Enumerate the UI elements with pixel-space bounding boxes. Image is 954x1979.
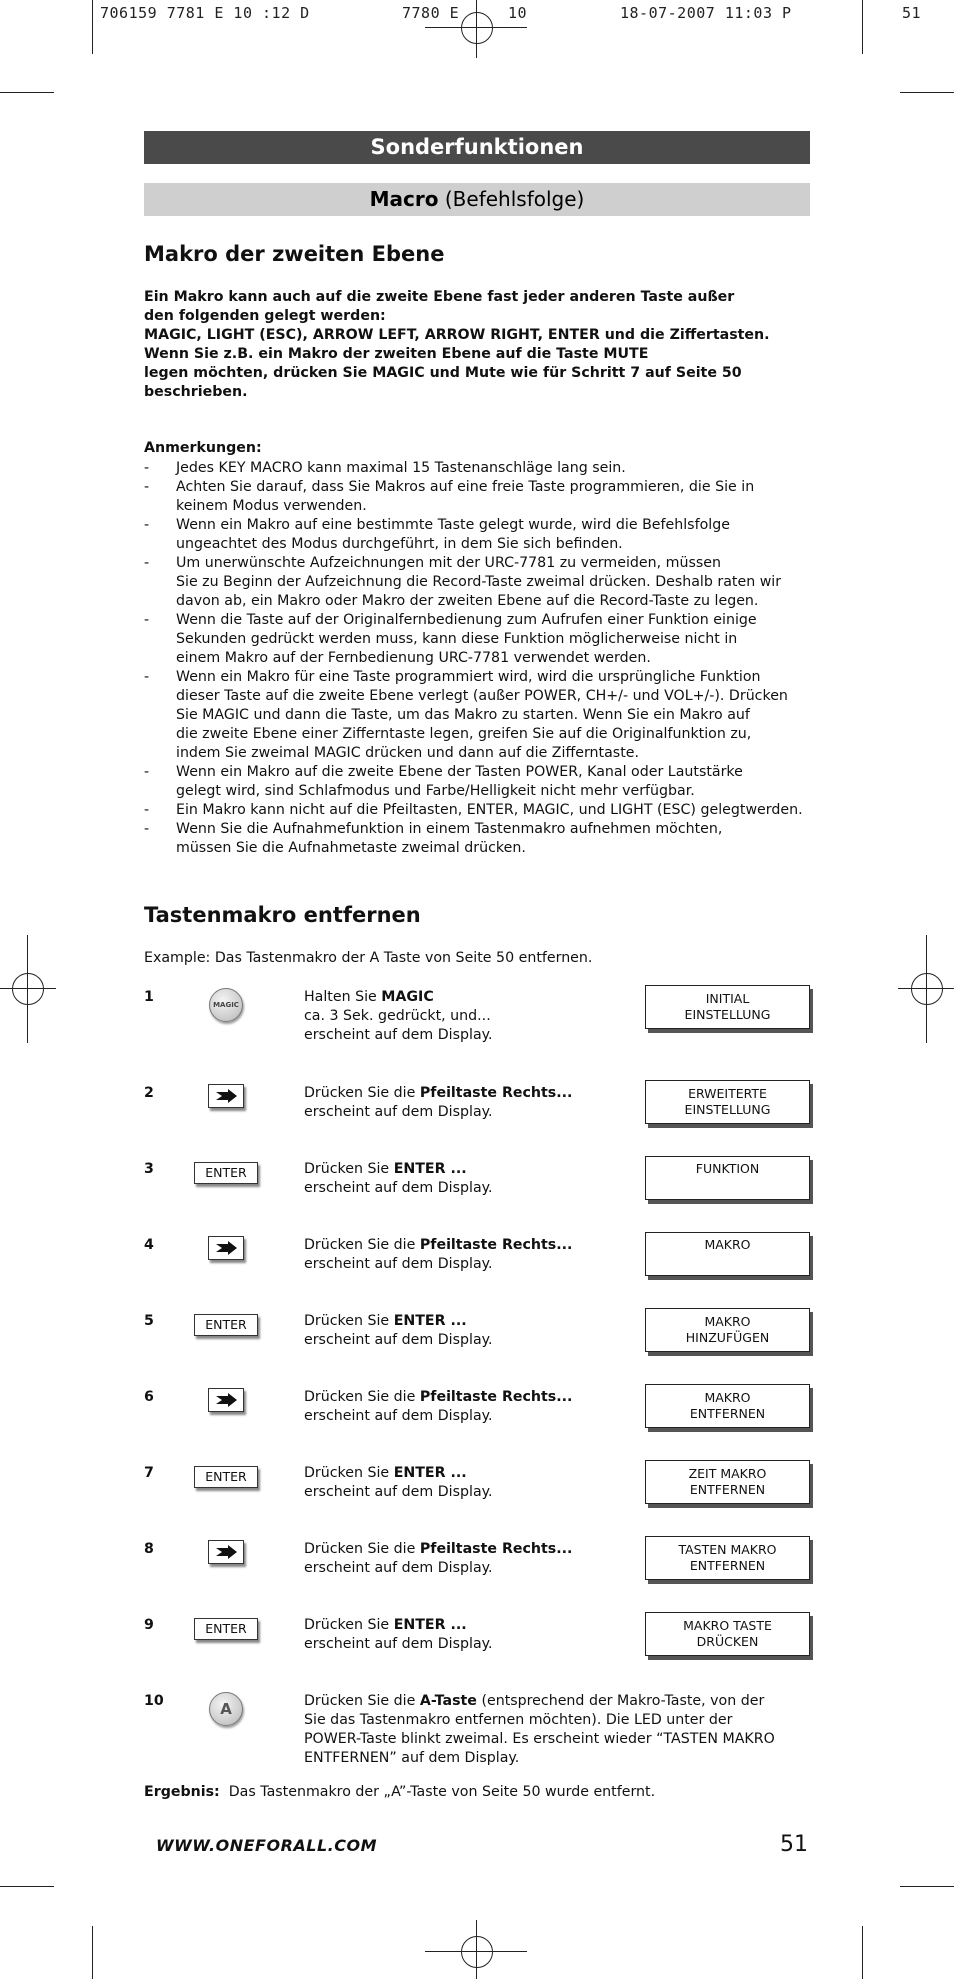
step-text-pre: Drücken Sie die xyxy=(304,1541,420,1557)
enter-button: ENTER xyxy=(194,1162,258,1184)
step-number: 10 xyxy=(144,1693,164,1709)
step-number: 9 xyxy=(144,1617,154,1633)
intro-paragraph xyxy=(144,288,814,402)
enter-button: ENTER xyxy=(194,1466,258,1488)
step-text-key: Pfeiltaste Rechts... xyxy=(419,1237,573,1253)
note-line: indem Sie zweimal MAGIC drücken und dann auf die Zifferntaste. xyxy=(176,745,639,761)
note-line: Wenn ein Makro auf die zweite Ebene der Tasten POWER, Kanal oder Lautstärke xyxy=(176,764,743,780)
display-text: ERWEITERTE xyxy=(688,1086,767,1101)
intro-line: den folgenden gelegt werden: xyxy=(144,308,386,324)
step-text-pre: Drücken Sie die xyxy=(304,1693,420,1709)
step-line: erscheint auf dem Display. xyxy=(304,1180,493,1196)
note-line: Sie MAGIC und dann die Taste, um das Makro zu starten. Wenn Sie ein Makro auf xyxy=(176,707,750,723)
intro-line: Wenn Sie z.B. ein Makro der zweiten Ebene auf die Taste MUTE xyxy=(144,346,649,362)
note-item xyxy=(144,478,824,516)
step-number: 3 xyxy=(144,1161,154,1177)
note-line: keinem Modus verwenden. xyxy=(176,498,367,514)
step-text-key: MAGIC xyxy=(381,989,434,1005)
note-bullet: - xyxy=(144,802,150,818)
display-text: MAKRO xyxy=(704,1390,751,1405)
note-line: gelegt wird, sind Schlafmodus und Farbe/Helligkeit nicht mehr verfügbar. xyxy=(176,783,695,799)
note-bullet: - xyxy=(144,517,150,533)
arrow-right-button xyxy=(208,1084,244,1108)
note-line: Wenn Sie die Aufnahmefunktion in einem Tastenmakro aufnehmen möchten, xyxy=(176,821,723,837)
step-text-pre: Drücken Sie xyxy=(304,1161,394,1177)
step-text-pre: Drücken Sie xyxy=(304,1465,394,1481)
subtitle-bar xyxy=(144,183,810,216)
step-line: erscheint auf dem Display. xyxy=(304,1027,493,1043)
print-datetime: 18-07-2007 11:03 P xyxy=(620,4,792,22)
step-text-key: Pfeiltaste Rechts... xyxy=(419,1085,573,1101)
print-job: 706159 7781 E 10 :12 D xyxy=(100,4,310,22)
page-number: 51 xyxy=(780,1832,808,1857)
result-line xyxy=(144,1784,655,1800)
intro-line: MAGIC, LIGHT (ESC), ARROW LEFT, ARROW RIGHT, ENTER und die Ziffertasten. xyxy=(144,327,770,343)
step-number: 5 xyxy=(144,1313,154,1329)
section-title: Sonderfunktionen xyxy=(144,131,810,164)
arrow-right-icon xyxy=(214,1089,238,1103)
note-bullet: - xyxy=(144,479,150,495)
note-line: Sekunden gedrückt werden muss, kann diese Funktion möglicherweise nicht in xyxy=(176,631,738,647)
step-text-key: ENTER ... xyxy=(393,1617,467,1633)
display-text: EINSTELLUNG xyxy=(684,1102,771,1117)
display-text: ENTFERNEN xyxy=(689,1558,766,1573)
display-screen xyxy=(645,1080,810,1124)
step-text-key: ENTER ... xyxy=(393,1161,467,1177)
a-button xyxy=(209,1692,243,1726)
note-line: die zweite Ebene einer Zifferntaste legen, greifen Sie auf die Originalfunktion zu, xyxy=(176,726,752,742)
note-item xyxy=(144,763,824,801)
note-line: davon ab, ein Makro oder Makro der zweiten Ebene auf die Record-Taste zu legen. xyxy=(176,593,759,609)
note-line: ungeachtet des Modus durchgeführt, in dem Sie sich befinden. xyxy=(176,536,623,552)
step-text-key: ENTER ... xyxy=(393,1313,467,1329)
step-line: Sie das Tastenmakro entfernen möchten). Die LED unter der xyxy=(304,1712,733,1728)
step-number: 6 xyxy=(144,1389,154,1405)
display-text: ENTFERNEN xyxy=(689,1482,766,1497)
note-item xyxy=(144,611,824,668)
step-text-pre: Drücken Sie xyxy=(304,1313,394,1329)
note-line: Wenn ein Makro für eine Taste programmiert wird, wird die ursprüngliche Funktion xyxy=(176,669,761,685)
step-text-pre: Halten Sie xyxy=(304,989,382,1005)
result-label: Ergebnis: xyxy=(144,1784,220,1800)
note-line: müssen Sie die Aufnahmetaste zweimal drücken. xyxy=(176,840,526,856)
step-number: 4 xyxy=(144,1237,154,1253)
subtitle-bold: Macro xyxy=(369,187,439,211)
step-number: 2 xyxy=(144,1085,154,1101)
step-text-pre: Drücken Sie xyxy=(304,1617,394,1633)
heading-second-level-macro: Makro der zweiten Ebene xyxy=(144,242,445,266)
display-screen xyxy=(645,985,810,1029)
a-button-label: A xyxy=(220,1700,232,1718)
step-line: ca. 3 Sek. gedrückt, und... xyxy=(304,1008,491,1024)
display-screen xyxy=(645,1308,810,1352)
note-bullet: - xyxy=(144,612,150,628)
intro-line: Ein Makro kann auch auf die zweite Ebene fast jeder anderen Taste außer xyxy=(144,289,735,305)
display-text: MAKRO TASTE xyxy=(683,1618,772,1633)
step-text-post: (entsprechend der Makro-Taste, von der xyxy=(476,1693,765,1709)
magic-button xyxy=(209,988,243,1022)
note-line: Sie zu Beginn der Aufzeichnung die Record-Taste zweimal drücken. Deshalb raten wir xyxy=(176,574,782,590)
magic-button-label: MAGIC xyxy=(213,1001,239,1009)
result-text: Das Tastenmakro der „A”-Taste von Seite 50 wurde entfernt. xyxy=(228,1784,656,1800)
step-line: erscheint auf dem Display. xyxy=(304,1256,493,1272)
display-text: HINZUFÜGEN xyxy=(685,1330,770,1345)
example-text: Example: Das Tastenmakro der A Taste von Seite 50 entfernen. xyxy=(144,950,593,966)
note-item xyxy=(144,820,824,858)
enter-button: ENTER xyxy=(194,1314,258,1336)
display-text: ENTFERNEN xyxy=(689,1406,766,1421)
display-text: TASTEN MAKRO xyxy=(678,1542,777,1557)
note-item xyxy=(144,459,824,478)
note-bullet: - xyxy=(144,669,150,685)
note-line: einem Makro auf der Fernbedienung URC-7781 verwendet werden. xyxy=(176,650,651,666)
note-item xyxy=(144,801,824,820)
note-line: Jedes KEY MACRO kann maximal 15 Tastenanschläge lang sein. xyxy=(176,460,626,476)
note-item xyxy=(144,668,824,763)
step-number: 8 xyxy=(144,1541,154,1557)
step-text-pre: Drücken Sie die xyxy=(304,1237,420,1253)
note-line: dieser Taste auf die zweite Ebene verlegt (außer POWER, CH+/- und VOL+/-). Drücken xyxy=(176,688,788,704)
note-bullet: - xyxy=(144,555,150,571)
arrow-right-icon xyxy=(214,1545,238,1559)
step-text-key: Pfeiltaste Rechts... xyxy=(419,1389,573,1405)
step-instruction xyxy=(304,1692,824,1768)
arrow-right-icon xyxy=(214,1393,238,1407)
note-line: Wenn ein Makro auf eine bestimmte Taste gelegt wurde, wird die Befehlsfolge xyxy=(176,517,730,533)
print-model: 7780 E xyxy=(402,4,460,22)
footer-url[interactable]: WWW.ONEFORALL.COM xyxy=(156,1836,378,1855)
note-line: Ein Makro kann nicht auf die Pfeiltasten, ENTER, MAGIC, und LIGHT (ESC) gelegtwerden. xyxy=(176,802,803,818)
display-screen xyxy=(645,1232,810,1276)
step-line: erscheint auf dem Display. xyxy=(304,1484,493,1500)
step-line: erscheint auf dem Display. xyxy=(304,1408,493,1424)
display-text: DRÜCKEN xyxy=(696,1634,759,1649)
step-text-pre: Drücken Sie die xyxy=(304,1389,420,1405)
step-line: erscheint auf dem Display. xyxy=(304,1636,493,1652)
step-line: ENTFERNEN” auf dem Display. xyxy=(304,1750,520,1766)
step-text-pre: Drücken Sie die xyxy=(304,1085,420,1101)
enter-button: ENTER xyxy=(194,1618,258,1640)
note-bullet: - xyxy=(144,460,150,476)
note-bullet: - xyxy=(144,764,150,780)
display-text: MAKRO xyxy=(704,1314,751,1329)
note-item xyxy=(144,516,824,554)
heading-remove-key-macro: Tastenmakro entfernen xyxy=(144,903,421,927)
note-bullet: - xyxy=(144,821,150,837)
step-text-key: A-Taste xyxy=(419,1693,477,1709)
note-line: Um unerwünschte Aufzeichnungen mit der URC-7781 zu vermeiden, müssen xyxy=(176,555,721,571)
intro-line: beschrieben. xyxy=(144,384,248,400)
note-line: Achten Sie darauf, dass Sie Makros auf eine freie Taste programmieren, die Sie in xyxy=(176,479,755,495)
step-text-key: ENTER ... xyxy=(393,1465,467,1481)
arrow-right-button xyxy=(208,1540,244,1564)
step-number: 1 xyxy=(144,989,154,1005)
step-line: erscheint auf dem Display. xyxy=(304,1332,493,1348)
display-text: EINSTELLUNG xyxy=(684,1007,771,1022)
arrow-right-button xyxy=(208,1388,244,1412)
display-screen xyxy=(645,1460,810,1504)
subtitle-rest: (Befehlsfolge) xyxy=(438,187,585,211)
step-text-key: Pfeiltaste Rechts... xyxy=(419,1541,573,1557)
display-screen xyxy=(645,1156,810,1200)
step-line: erscheint auf dem Display. xyxy=(304,1104,493,1120)
arrow-right-button xyxy=(208,1236,244,1260)
display-screen xyxy=(645,1536,810,1580)
display-text: INITIAL xyxy=(705,991,750,1006)
step-line: POWER-Taste blinkt zweimal. Es erscheint wieder “TASTEN MAKRO xyxy=(304,1731,775,1747)
print-page: 51 xyxy=(902,4,922,22)
display-text: MAKRO xyxy=(704,1237,751,1252)
display-text: FUNKTION xyxy=(695,1161,760,1176)
step-line: erscheint auf dem Display. xyxy=(304,1560,493,1576)
display-screen xyxy=(645,1384,810,1428)
notes-title: Anmerkungen: xyxy=(144,440,262,456)
notes-list xyxy=(144,459,824,858)
display-text: ZEIT MAKRO xyxy=(688,1466,767,1481)
arrow-right-icon xyxy=(214,1241,238,1255)
step-line xyxy=(304,1692,824,1711)
note-item xyxy=(144,554,824,611)
step-number: 7 xyxy=(144,1465,154,1481)
note-line: Wenn die Taste auf der Originalfernbedienung zum Aufrufen einer Funktion einige xyxy=(176,612,757,628)
print-sheet: 10 xyxy=(508,4,528,22)
display-screen xyxy=(645,1612,810,1656)
intro-line: legen möchten, drücken Sie MAGIC und Mute wie für Schritt 7 auf Seite 50 xyxy=(144,365,742,381)
